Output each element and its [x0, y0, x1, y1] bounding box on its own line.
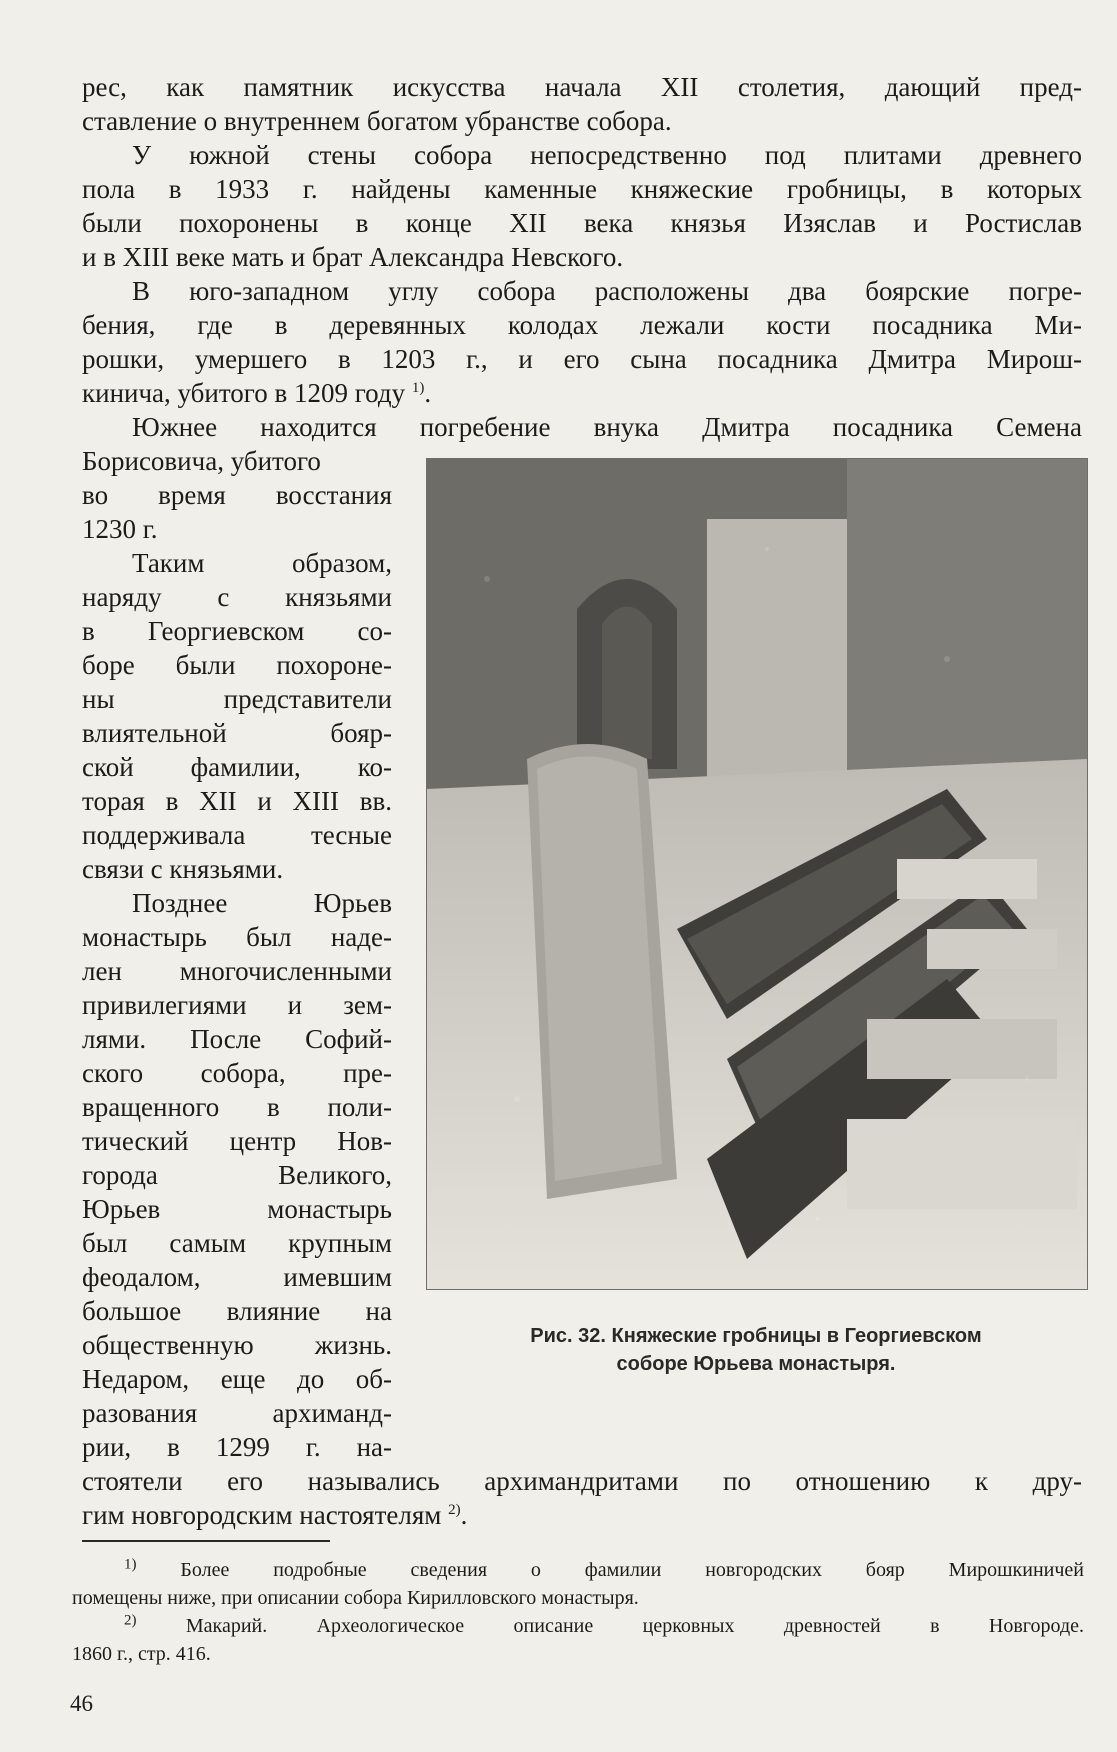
tombs-photo-illustration — [427, 459, 1087, 1289]
footnote-marker: 1) — [124, 1556, 137, 1573]
caption-line: Рис. 32. Княжеские гробницы в Георгиевском — [530, 1325, 982, 1347]
text-span: гим новгородским настоятелям — [82, 1500, 442, 1530]
text-line: города Великого, — [82, 1160, 392, 1190]
footnote-text: Более подробные сведения о фамилии новгородских бояр Мирошкиничей — [180, 1559, 1085, 1581]
footnote-1-cont: помещены ниже, при описании собора Кирилловского монастыря. — [72, 1587, 639, 1609]
text-line: ской фамилии, ко- — [82, 752, 392, 782]
text-line: лями. После Софий- — [82, 1024, 392, 1054]
text-line: влиятельной бояр- — [82, 718, 392, 748]
text-line: монастырь был наде- — [82, 922, 392, 952]
text-line: кинича, убитого в 1209 году $^{1)}$. — [82, 378, 432, 408]
footnote-text: Макарий. Археологическое описание церковных древностей в Новгороде. — [185, 1615, 1084, 1637]
figure-photo — [426, 458, 1088, 1290]
text-line: был самым крупным — [82, 1228, 392, 1258]
text-line: стоятели его назывались архимандритами по отношению к дру- — [82, 1466, 1082, 1496]
footnote-1 — [72, 1556, 1084, 1584]
figure-caption — [426, 1322, 1086, 1378]
text-line: пола в 1933 г. найдены каменные княжеские гробницы, в которых — [82, 174, 1082, 204]
text-line: торая в XII и XIII вв. — [82, 786, 392, 816]
text-line: боре были похороне- — [82, 650, 392, 680]
text-line: Недаром, еще до об- — [82, 1364, 392, 1394]
footnote-2 — [72, 1612, 1084, 1640]
text-line: гим новгородским настоятелям $^{2)}$. — [82, 1500, 468, 1530]
text-line: Юрьев монастырь — [82, 1194, 392, 1224]
text-line: в Георгиевском со- — [82, 616, 392, 646]
text-line: во время восстания — [82, 480, 392, 510]
text-line: ставление о внутреннем богатом убранстве собора. — [82, 106, 672, 136]
text-line: 1230 г. — [82, 514, 158, 544]
text-line: вращенного в поли- — [82, 1092, 392, 1122]
text-line: были похоронены в конце XII века князья Изяслав и Ростислав — [82, 208, 1082, 238]
text-line: Южнее находится погребение внука Дмитра посадника Семена — [132, 412, 1082, 442]
footnote-marker: 2) — [124, 1612, 137, 1629]
text-line: разования архиманд- — [82, 1398, 392, 1428]
text-line: тический центр Нов- — [82, 1126, 392, 1156]
text-line: рес, как памятник искусства начала XII столетия, дающий пред- — [82, 72, 1082, 102]
text-line: Борисовича, убитого — [82, 446, 321, 476]
text-line: Таким образом, — [132, 548, 392, 578]
text-line: привилегиями и зем- — [82, 990, 392, 1020]
text-line: феодалом, имевшим — [82, 1262, 392, 1292]
text-line: ского собора, пре- — [82, 1058, 392, 1088]
footnote-ref: 1) — [411, 380, 425, 396]
text-line: общественную жизнь. — [82, 1330, 392, 1360]
footnote-ref: 2) — [448, 1502, 461, 1518]
text-line: и в XIII веке мать и брат Александра Невского. — [82, 242, 624, 272]
text-line: Позднее Юрьев — [132, 888, 392, 918]
text-line: связи с князьями. — [82, 854, 284, 884]
text-line: рии, в 1299 г. на- — [82, 1432, 392, 1462]
text-line: ны представители — [82, 684, 392, 714]
footnote-2-cont: 1860 г., стр. 416. — [72, 1643, 211, 1665]
text-line: У южной стены собора непосредственно под плитами древнего — [132, 140, 1082, 170]
text-line: В юго-западном углу собора расположены два боярские погре- — [132, 276, 1082, 306]
footnote-rule — [82, 1540, 330, 1542]
page-number: 46 — [70, 1691, 93, 1716]
text-line: поддерживала тесные — [82, 820, 392, 850]
text-line: рошки, умершего в 1203 г., и его сына посадника Дмитра Мирош- — [82, 344, 1082, 374]
caption-line: соборе Юрьева монастыря. — [616, 1353, 896, 1375]
text-line: лен многочисленными — [82, 956, 392, 986]
text-line: наряду с князьями — [82, 582, 392, 612]
text-span: кинича, убитого в 1209 году — [82, 378, 406, 408]
text-line: большое влияние на — [82, 1296, 392, 1326]
text-line: бения, где в деревянных колодах лежали кости посадника Ми- — [82, 310, 1082, 340]
